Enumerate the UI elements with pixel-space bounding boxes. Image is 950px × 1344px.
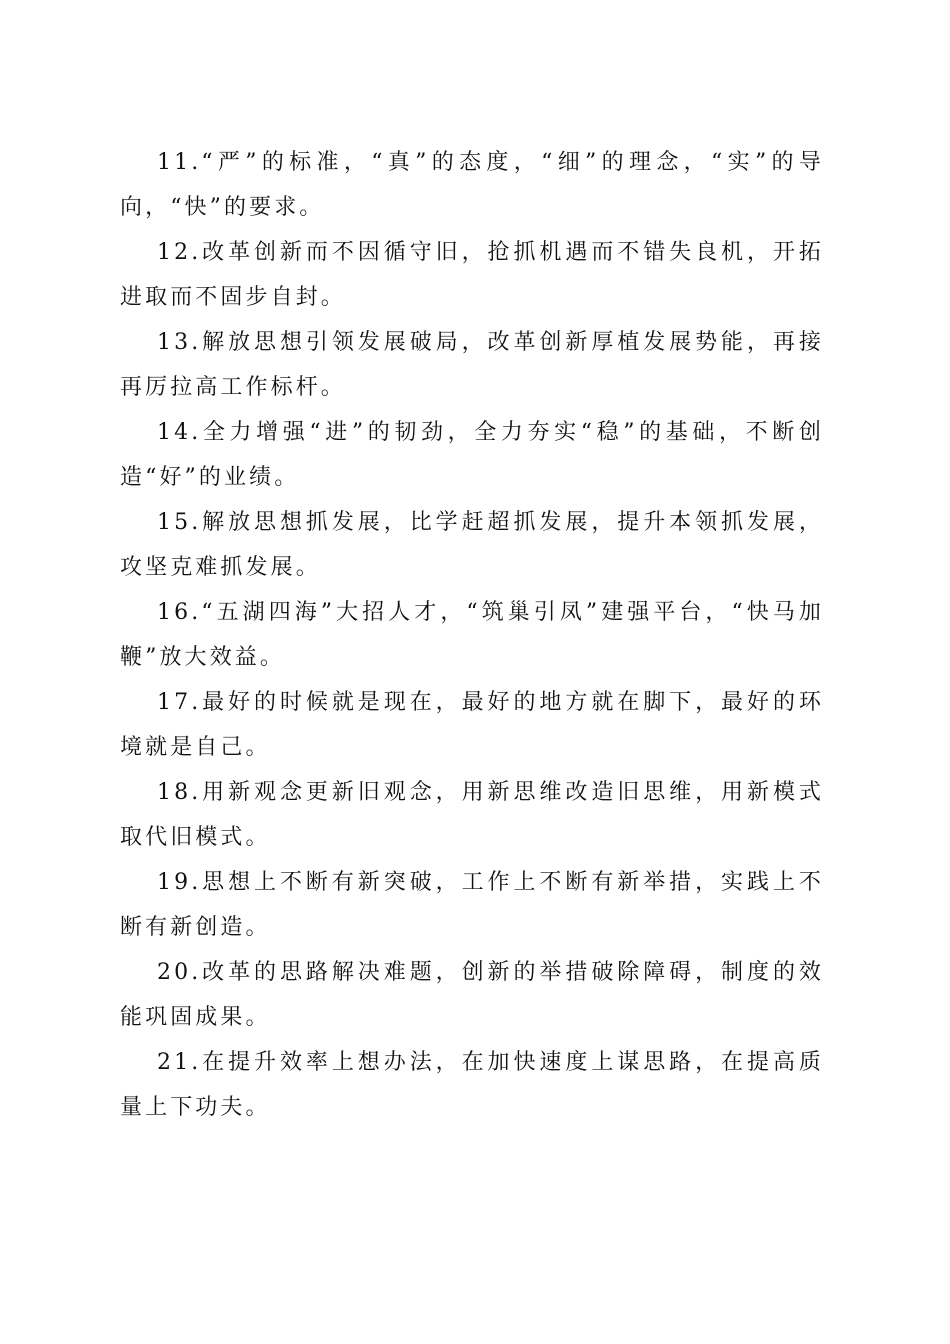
list-item: 11.“严”的标准，“真”的态度，“细”的理念，“实”的导向，“快”的要求。	[120, 150, 824, 220]
list-item: 21.在提升效率上想办法，在加快速度上谋思路，在提高质量上下功夫。	[120, 1050, 824, 1120]
list-item: 17.最好的时候就是现在，最好的地方就在脚下，最好的环境就是自己。	[120, 690, 824, 760]
list-item: 13.解放思想引领发展破局，改革创新厚植发展势能，再接再厉拉高工作标杆。	[120, 330, 824, 400]
document-body	[120, 140, 824, 1130]
list-item: 12.改革创新而不因循守旧，抢抓机遇而不错失良机，开拓进取而不固步自封。	[120, 240, 824, 310]
list-item: 19.思想上不断有新突破，工作上不断有新举措，实践上不断有新创造。	[120, 870, 824, 940]
list-item: 15.解放思想抓发展，比学赶超抓发展，提升本领抓发展，攻坚克难抓发展。	[120, 510, 824, 580]
list-item: 18.用新观念更新旧观念，用新思维改造旧思维，用新模式取代旧模式。	[120, 780, 824, 850]
list-item: 16.“五湖四海”大招人才，“筑巢引凤”建强平台，“快马加鞭”放大效益。	[120, 600, 824, 670]
list-item: 14.全力增强“进”的韧劲，全力夯实“稳”的基础，不断创造“好”的业绩。	[120, 420, 824, 490]
list-item: 20.改革的思路解决难题，创新的举措破除障碍，制度的效能巩固成果。	[120, 960, 824, 1030]
